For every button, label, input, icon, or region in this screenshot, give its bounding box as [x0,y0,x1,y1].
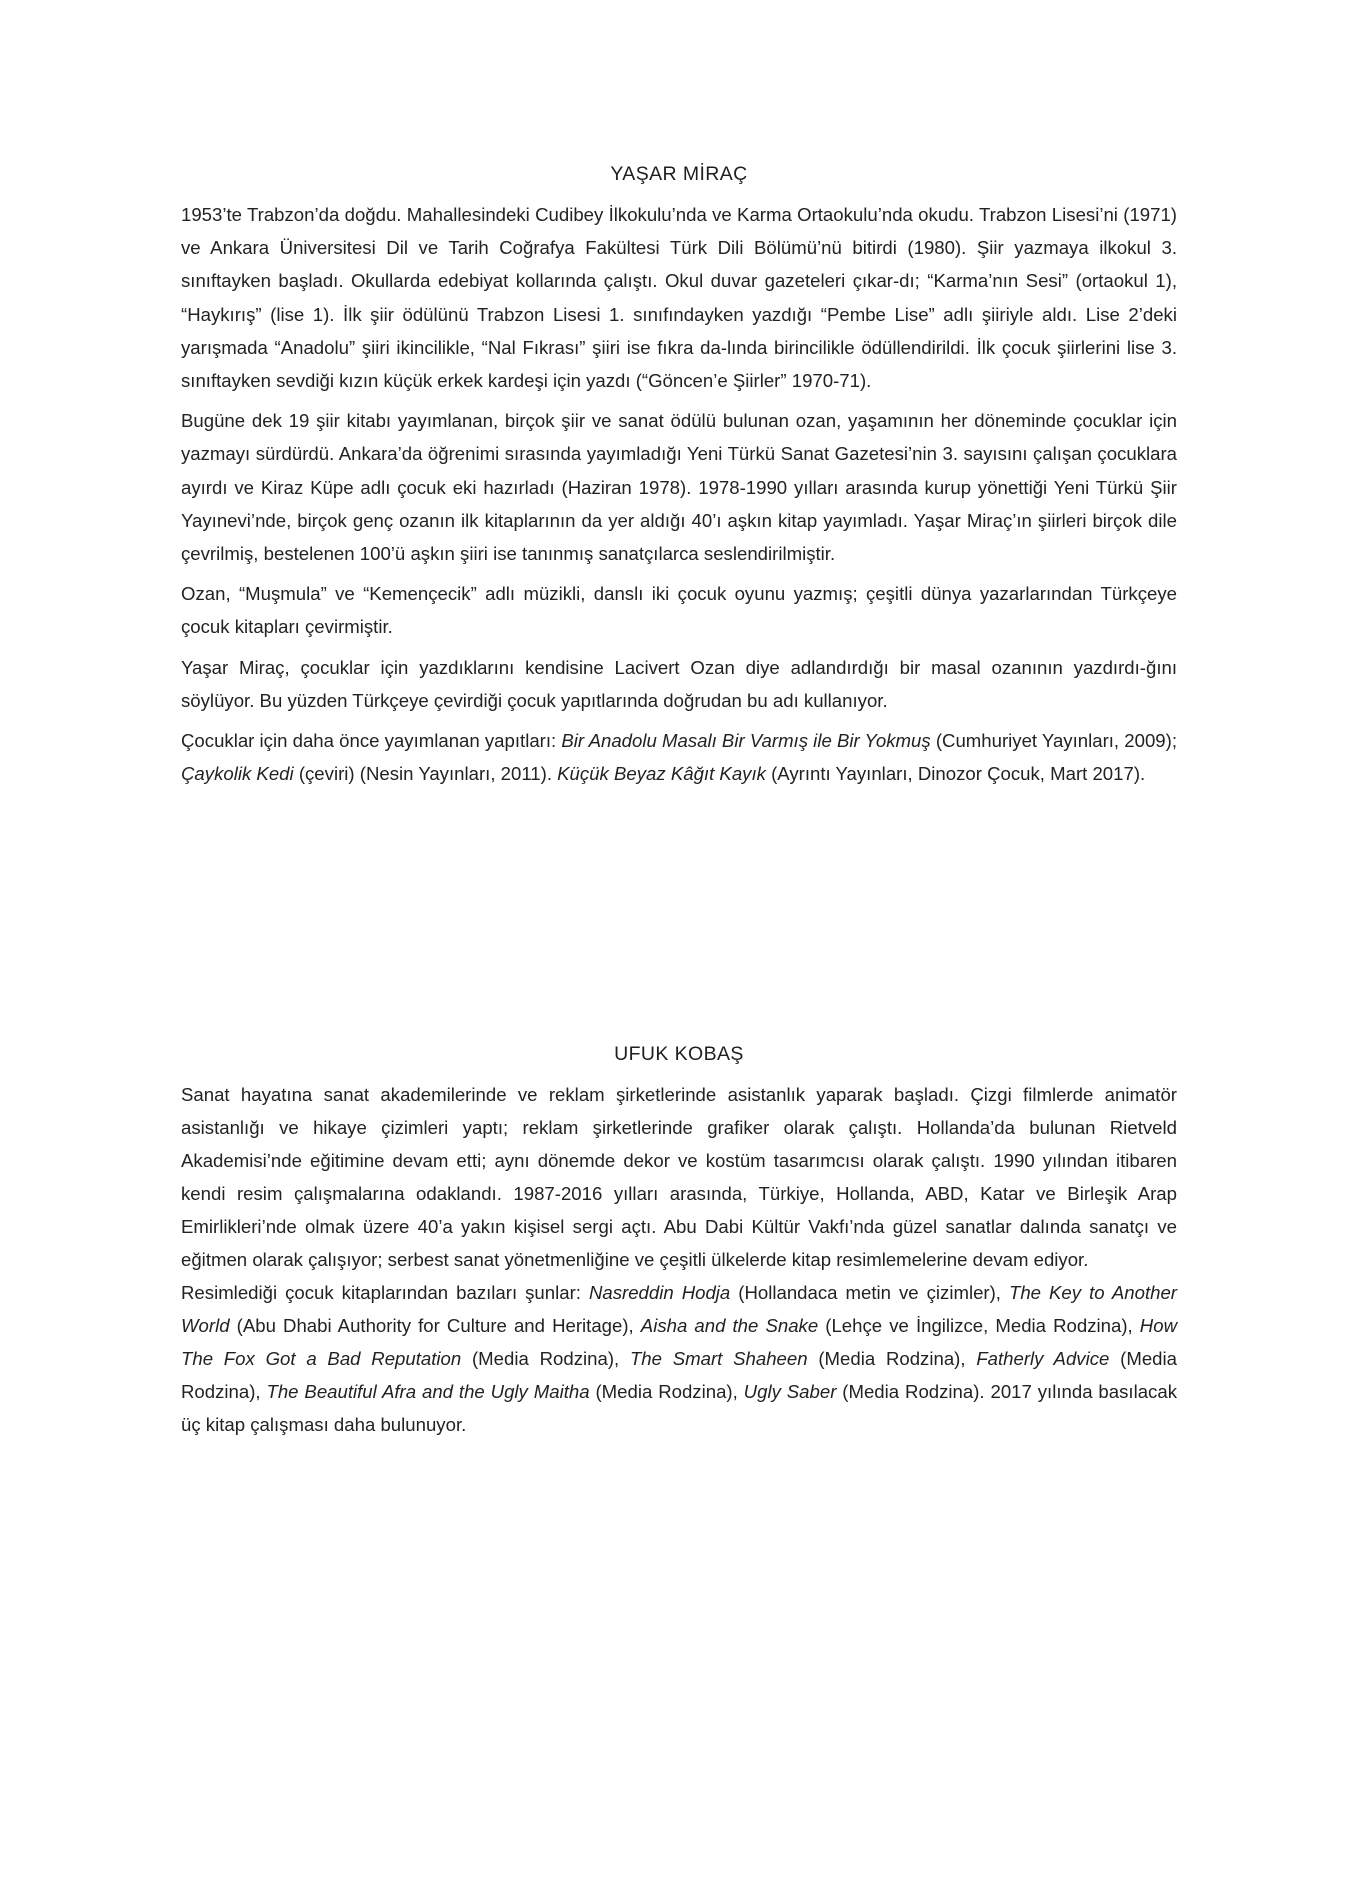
author-bio-section [181,160,1177,797]
book-publisher: (Media Rodzina), [589,1381,744,1402]
book-publisher: (Media Rodzina), [461,1348,630,1369]
works-intro: Resimlediği çocuk kitaplarından bazıları şunlar: [181,1282,589,1303]
works-intro: Çocuklar için daha önce yayımlanan yapıtları: [181,730,562,752]
published-works-paragraph [181,724,1177,790]
illustrator-name-heading: UFUK KOBAŞ [614,1043,744,1065]
book-title: The Key to Another World [181,1282,1178,1336]
bio-paragraph: Bugüne dek 19 şiir kitabı yayımlanan, birçok şiir ve sanat ödülü bulunan ozan, yaşamının her döneminde çocuklar için yazmayı sürdürdü. Ankara’da öğrenimi sırasında yayımladığı Yeni Türkü Sanat Gazetesi’nin 3. sayısını çalışan çocuklara ayırdı ve Kiraz Küpe adlı çocuk eki hazırladı (Haziran 1978). 1978-1990 yılları arasında kurup yönettiği Yeni Türkü Şiir Yayınevi’nde, birçok genç ozanın ilk kitaplarının da yer aldığı 40’ı aşkın kitap yayımladı. Yaşar Miraç’ın şiirleri birçok dile çevrilmiş, bestelenen 100’ü aşkın şiiri ise tanınmış sanatçılarca seslendirilmiştir. [181,410,1177,565]
book-title: Fatherly Advice [976,1348,1110,1369]
illustrated-works-paragraph [181,1276,1177,1441]
bio-paragraph: Ozan, “Muşmula” ve “Kemençecik” adlı müzikli, danslı iki çocuk oyunu yazmış; çeşitli dünya yazarlarından Türkçeye çocuk kitapları çevirmiştir. [181,583,1177,638]
book-title: Çaykolik Kedi [181,763,294,785]
illustrator-bio-section [181,1040,1177,1441]
book-publisher: (Media Rodzina), [181,1348,1177,1402]
book-title: Bir Anadolu Masalı Bir Varmış ile Bir Yokmuş [561,730,931,752]
bio-paragraph: 1953’te Trabzon’da doğdu. Mahallesindeki Cudibey İlkokulu’nda ve Karma Ortaokulu’nda okudu. Trabzon Lisesi’ni (1971) ve Ankara Üniversitesi Dil ve Tarih Coğrafya Fakültesi Türk Dili Bölümü’nü bitirdi (1980). Şiir yazmaya ilkokul 3. sınıftayken başladı. Okullarda edebiyat kollarında çalıştı. Okul duvar gazeteleri çıkar-dı; “Karma’nın Sesi” (ortaokul 1), “Haykırış” (lise 1). İlk şiir ödülünü Trabzon Lisesi 1. sınıfındayken yazdığı “Pembe Lise” adlı şiiriyle aldı. Lise 2’deki yarışmada “Anadolu” şiiri ikincilikle, “Nal Fıkrası” şiiri ise fıkra da-lında birincilikle ödüllendirildi. İlk çocuk şiirlerini lise 3. sınıftayken sevdiği kızın küçük erkek kardeşi için yazdı (“Göncen’e Şiirler” 1970-71). [181,204,1177,392]
book-publisher: (Media Rodzina), [807,1348,977,1369]
book-publisher: (Abu Dhabi Authority for Culture and Heritage), [229,1315,641,1336]
bio-paragraph: Yaşar Miraç, çocuklar için yazdıklarını kendisine Lacivert Ozan diye adlandırdığı bir masal ozanının yazdırdı-ğını söylüyor. Bu yüzden Türkçeye çevirdiği çocuk yapıtlarında doğrudan bu adı kullanıyor. [181,656,1177,711]
book-publisher: (Ayrıntı Yayınları, Dinozor Çocuk, Mart 2017). [765,763,1146,785]
book-title: Ugly Saber [743,1381,837,1402]
book-publisher: (Hollandaca metin ve çizimler), [730,1282,1009,1303]
book-publisher: (Cumhuriyet Yayınları, 2009); [930,730,1177,752]
book-title: The Smart Shaheen [629,1348,808,1369]
book-publisher: (Lehçe ve İngilizce, Media Rodzina), [818,1315,1140,1336]
book-title: Aisha and the Snake [640,1315,819,1336]
book-title: Nasreddin Hodja [588,1282,731,1303]
book-title: How The Fox Got a Bad Reputation [181,1315,1177,1369]
book-publisher: (çeviri) (Nesin Yayınları, 2011). [293,763,558,785]
bio-paragraph: Sanat hayatına sanat akademilerinde ve reklam şirketlerinde asistanlık yaparak başladı. Çizgi filmlerde animatör asistanlığı ve hikaye çizimleri yaptı; reklam şirketlerinde grafiker olarak çalıştı. Hollanda’da bulunan Rietveld Akademisi’nde eğitimine devam etti; aynı dönemde dekor ve kostüm tasarımcısı olarak çalıştı. 1990 yılından itibaren kendi resim çalışmalarına odaklandı. 1987-2016 yılları arasında, Türkiye, Hollanda, ABD, Katar ve Birleşik Arap Emirlikleri’nde olmak üzere 40’a yakın kişisel sergi açtı. Abu Dabi Kültür Vakfı’nda güzel sanatlar dalında sanatçı ve eğitmen olarak çalışıyor; serbest sanat yönetmenliğine ve çeşitli ülkelerde kitap resimlemelerine devam ediyor. [181,1084,1177,1270]
book-title: Küçük Beyaz Kâğıt Kayık [557,763,766,785]
book-title: The Beautiful Afra and the Ugly Maitha [266,1381,590,1402]
book-publisher: (Media Rodzina). 2017 yılında basılacak üç kitap çalışması daha bulunuyor. [181,1381,1177,1435]
author-name-heading: YAŞAR MİRAÇ [610,163,748,185]
